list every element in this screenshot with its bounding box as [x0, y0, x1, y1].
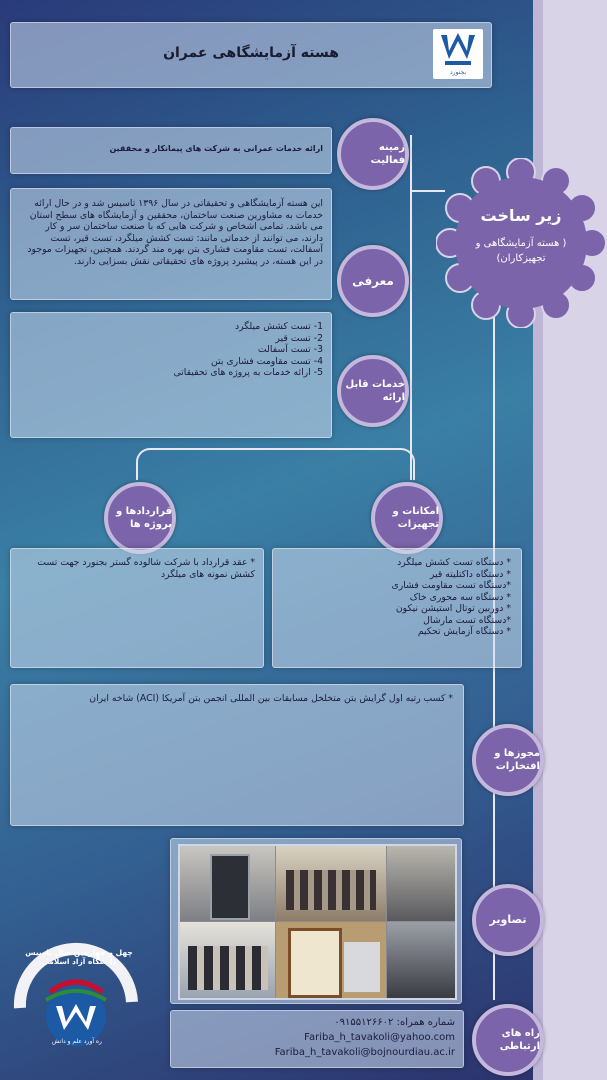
contracts-panel [10, 548, 264, 668]
photo-equipment [387, 922, 455, 998]
contact-email[interactable]: Fariba_h_tavakoli@bojnourdiau.ac.ir [274, 1047, 455, 1058]
awards-label: مجوزها و افتخارات [472, 724, 544, 796]
anniversary-tagline: ره آورد علم و دانش [52, 1038, 102, 1045]
service-item: 2- تست قیر [275, 332, 323, 344]
equipment-list [281, 557, 511, 638]
page-title: هسته آزمایشگاهی عمران [163, 45, 339, 61]
intro-label: معرفی [337, 245, 409, 317]
contact-info [179, 1015, 455, 1060]
awards-text: * کسب رتبه اول گرایش بتن متخلخل مسابقات بین المللی انجمن بتن آمریکا (ACI) شاخه ایران [89, 693, 453, 704]
service-item: 4- تست مقاومت فشاری بتن [210, 355, 323, 367]
equipment-item: * دستگاه تست کشش میلگرد [397, 557, 511, 568]
activity-text: ارائه خدمات عمرانی به شرکت های پیمانکار و محققین [109, 144, 323, 153]
svg-text:بجنورد: بجنورد [449, 69, 467, 76]
contact-phone: شماره همراه: ۰۹۱۵۵۱۲۶۶۰۲ [334, 1017, 455, 1028]
photo-collage [178, 844, 457, 1000]
services-panel [10, 312, 332, 438]
contracts-label: قراردادها و پروژه ها [104, 482, 176, 554]
equipment-panel [272, 548, 522, 668]
photo-group [276, 846, 386, 921]
equipment-item: * دستگاه آزمایش تحکیم [417, 626, 511, 637]
hub-flower [436, 158, 606, 328]
connector-line [136, 448, 415, 480]
header-panel [10, 22, 492, 88]
contracts-text: * عقد قرارداد با شرکت شالوده گستر بجنورد جهت تست کشش نمونه های میلگرد [37, 557, 255, 580]
services-label: خدمات قابل ارائه [337, 355, 409, 427]
equipment-item: *دستگاه تست مارشال [423, 614, 511, 626]
hub-subtitle: ( هسته آزمایشگاهی و تجهیزکاران) [475, 238, 567, 264]
activity-label: زمینه فعالیت [337, 118, 409, 190]
contact-email[interactable]: Fariba_h_tavakoli@yahoo.com [304, 1032, 455, 1043]
activity-panel [10, 127, 332, 174]
service-item: 5- ارائه خدمات به پروژه های تحقیقاتی [173, 367, 323, 378]
photos-label: تصاویر [472, 884, 544, 956]
equipment-label: امکانات و تجهیزات [371, 482, 443, 554]
equipment-item: *دستگاه تست مقاومت فشاری [391, 580, 511, 591]
contact-panel [170, 1010, 464, 1068]
awards-panel [10, 684, 464, 826]
photo-lab [387, 846, 455, 921]
photo-team [180, 922, 275, 998]
university-logo [433, 29, 483, 79]
hub-title: زیر ساخت [480, 206, 562, 225]
equipment-item: * دستگاه داکتلیته قیر [429, 568, 511, 580]
equipment-item: * دستگاه سه محوری خاک [409, 591, 511, 603]
anniversary-logo [6, 942, 146, 1052]
anniversary-text: چهل و چهارمین سال تاسیس دانشگاه آزاد اسلامی [25, 948, 133, 966]
contact-label: راه های ارتباطی [472, 1004, 544, 1076]
connector-line [410, 135, 412, 480]
photo-certificate [276, 922, 386, 998]
service-item: 3- تست آسفالت [257, 344, 323, 355]
intro-panel [10, 188, 332, 300]
services-list [23, 321, 323, 379]
service-item: 1- تست کشش میلگرد [235, 321, 323, 332]
intro-text: این هسته آزمایشگاهی و تحقیقاتی در سال ۱۳۹۶ تاسیس شد و در حال ارائه خدمات به مشاورین صنعت ساختمان، محققین و آزمایشگاه های سطح استان می باشد. تمامی اشخاص و شرکت هایی که با صنعت ساختمان سر و کار دارند، می توانند از خدماتی مانند: تست کشش میلگرد، تست قیر، تست آسفالت، تست مقاومت فشاری بتن بهره مند گردند. همچنین، تجهیزات موجود در این هسته، در پیشبرد پروژه های تحقیقاتی نقش بسزایی دارند. [27, 198, 323, 267]
equipment-item: * دوربین توتال استیشن نیکون [395, 603, 511, 614]
photo-testing-machine [180, 846, 275, 921]
